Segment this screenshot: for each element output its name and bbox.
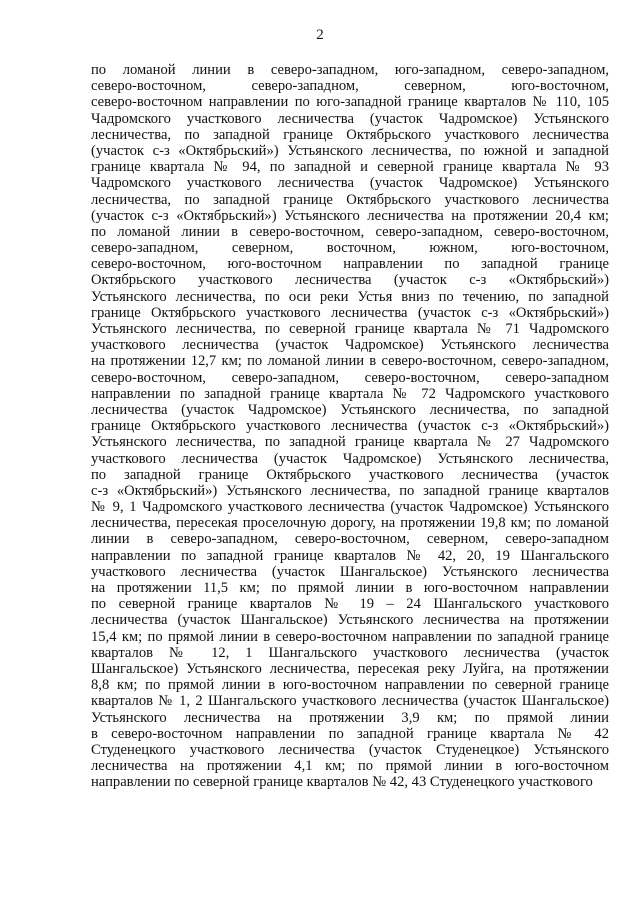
text-line: направлении по западной границе квартала № 72 Чадромского участкового: [91, 385, 609, 402]
text-line: северо-восточном, юго-восточном направлении по западной границе: [91, 256, 609, 273]
document-body-text: [91, 62, 609, 790]
text-line: северо-восточном, северо-западном, северном, юго-восточном,: [91, 78, 609, 95]
text-line: Устьянского лесничества, по северной границе квартала № 71 Чадромского: [91, 321, 609, 337]
text-line: по западной границе Октябрьского участкового лесничества (участок: [91, 466, 609, 483]
text-line: Шангальское) Устьянского лесничества, пересекая реку Луйга, на протяжении: [91, 660, 609, 677]
text-line: № 9, 1 Чадромского участкового лесничества (участок Чадромское) Устьянского: [91, 499, 609, 516]
text-line: участкового лесничества (участок Чадромское) Устьянского лесничества,: [91, 450, 609, 467]
text-line: направлении по северной границе кварталов № 42, 43 Студенецкого участкового: [91, 774, 593, 791]
text-line: на протяжении 11,5 км; по прямой линии в юго-восточном направлении: [91, 580, 609, 596]
text-line: по ломаной линии в северо-западном, юго-западном, северо-западном,: [91, 62, 609, 78]
page-number: 2: [316, 27, 324, 43]
text-line: Студенецкого участкового лесничества (участок Студенецкое) Устьянского: [91, 741, 609, 758]
text-line: (участок с-з «Октябрьский») Устьянского лесничества на протяжении 20,4 км;: [91, 207, 609, 224]
text-line: на протяжении 12,7 км; по ломаной линии в северо-восточном, северо-западном,: [91, 353, 609, 370]
text-line: по северной границе кварталов № 19 – 24 Шангальского участкового: [91, 596, 609, 613]
text-line: лесничества на протяжении 4,1 км; по прямой линии в юго-восточном: [91, 758, 609, 775]
text-line: Устьянского лесничества, по оси реки Устья вниз по течению, по западной: [91, 288, 609, 305]
text-line: северо-восточном, северо-западном, северо-восточном, северо-западном: [91, 369, 609, 386]
text-line: (участок с-з «Октябрьский») Устьянского лесничества, по южной и западной: [91, 142, 609, 159]
text-line: Устьянского лесничества, по западной границе квартала № 27 Чадромского: [91, 434, 609, 451]
text-line: Октябрьского участкового лесничества (участок с-з «Октябрьский»): [91, 272, 609, 289]
text-line: с-з «Октябрьский») Устьянского лесничества, по западной границе кварталов: [91, 482, 609, 499]
text-line: лесничества (участок Шангальское) Устьянского лесничества на протяжении: [91, 612, 609, 629]
text-line: в северо-восточном направлении по западной границе квартала № 42: [91, 725, 609, 742]
text-line: по ломаной линии в северо-восточном, северо-западном, северо-восточном,: [91, 223, 609, 240]
text-line: линии в северо-западном, северо-восточном, северном, северо-западном: [91, 531, 609, 548]
text-line: 8,8 км; по прямой линии в юго-восточном направлении по северной границе: [91, 677, 609, 694]
text-line: направлении по западной границе кварталов № 42, 20, 19 Шангальского: [91, 547, 609, 564]
text-line: северо-западном, северном, восточном, южном, юго-восточном,: [91, 240, 609, 257]
text-line: Устьянского лесничества на протяжении 3,9 км; по прямой линии: [91, 709, 609, 726]
text-line: Чадромского участкового лесничества (участок Чадромское) Устьянского: [91, 110, 609, 127]
text-line: участкового лесничества (участок Чадромское) Устьянского лесничества: [91, 337, 609, 354]
text-line: границе Октябрьского участкового лесничества (участок с-з «Октябрьский»): [91, 418, 609, 435]
text-line: границе Октябрьского участкового лесничества (участок с-з «Октябрьский»): [91, 304, 609, 321]
text-line: лесничества, по западной границе Октябрьского участкового лесничества: [91, 126, 609, 143]
text-line: границе квартала № 94, по западной и северной границе квартала № 93: [91, 159, 609, 176]
text-line: северо-восточном направлении по юго-западной границе кварталов № 110, 105: [91, 94, 609, 111]
text-line: кварталов № 1, 2 Шангальского участкового лесничества (участок Шангальское): [91, 693, 609, 710]
text-line: лесничества (участок Чадромское) Устьянского лесничества, по западной: [91, 401, 609, 418]
text-line: кварталов № 12, 1 Шангальского участкового лесничества (участок: [91, 644, 609, 661]
text-line: лесничества, по западной границе Октябрьского участкового лесничества: [91, 191, 609, 208]
text-line: участкового лесничества (участок Шангальское) Устьянского лесничества: [91, 563, 609, 580]
text-line: лесничества, пересекая проселочную дорогу, на протяжении 19,8 км; по ломаной: [91, 515, 609, 532]
text-line: 15,4 км; по прямой линии в северо-восточном направлении по западной границе: [91, 628, 609, 645]
text-line: Чадромского участкового лесничества (участок Чадромское) Устьянского: [91, 175, 609, 192]
